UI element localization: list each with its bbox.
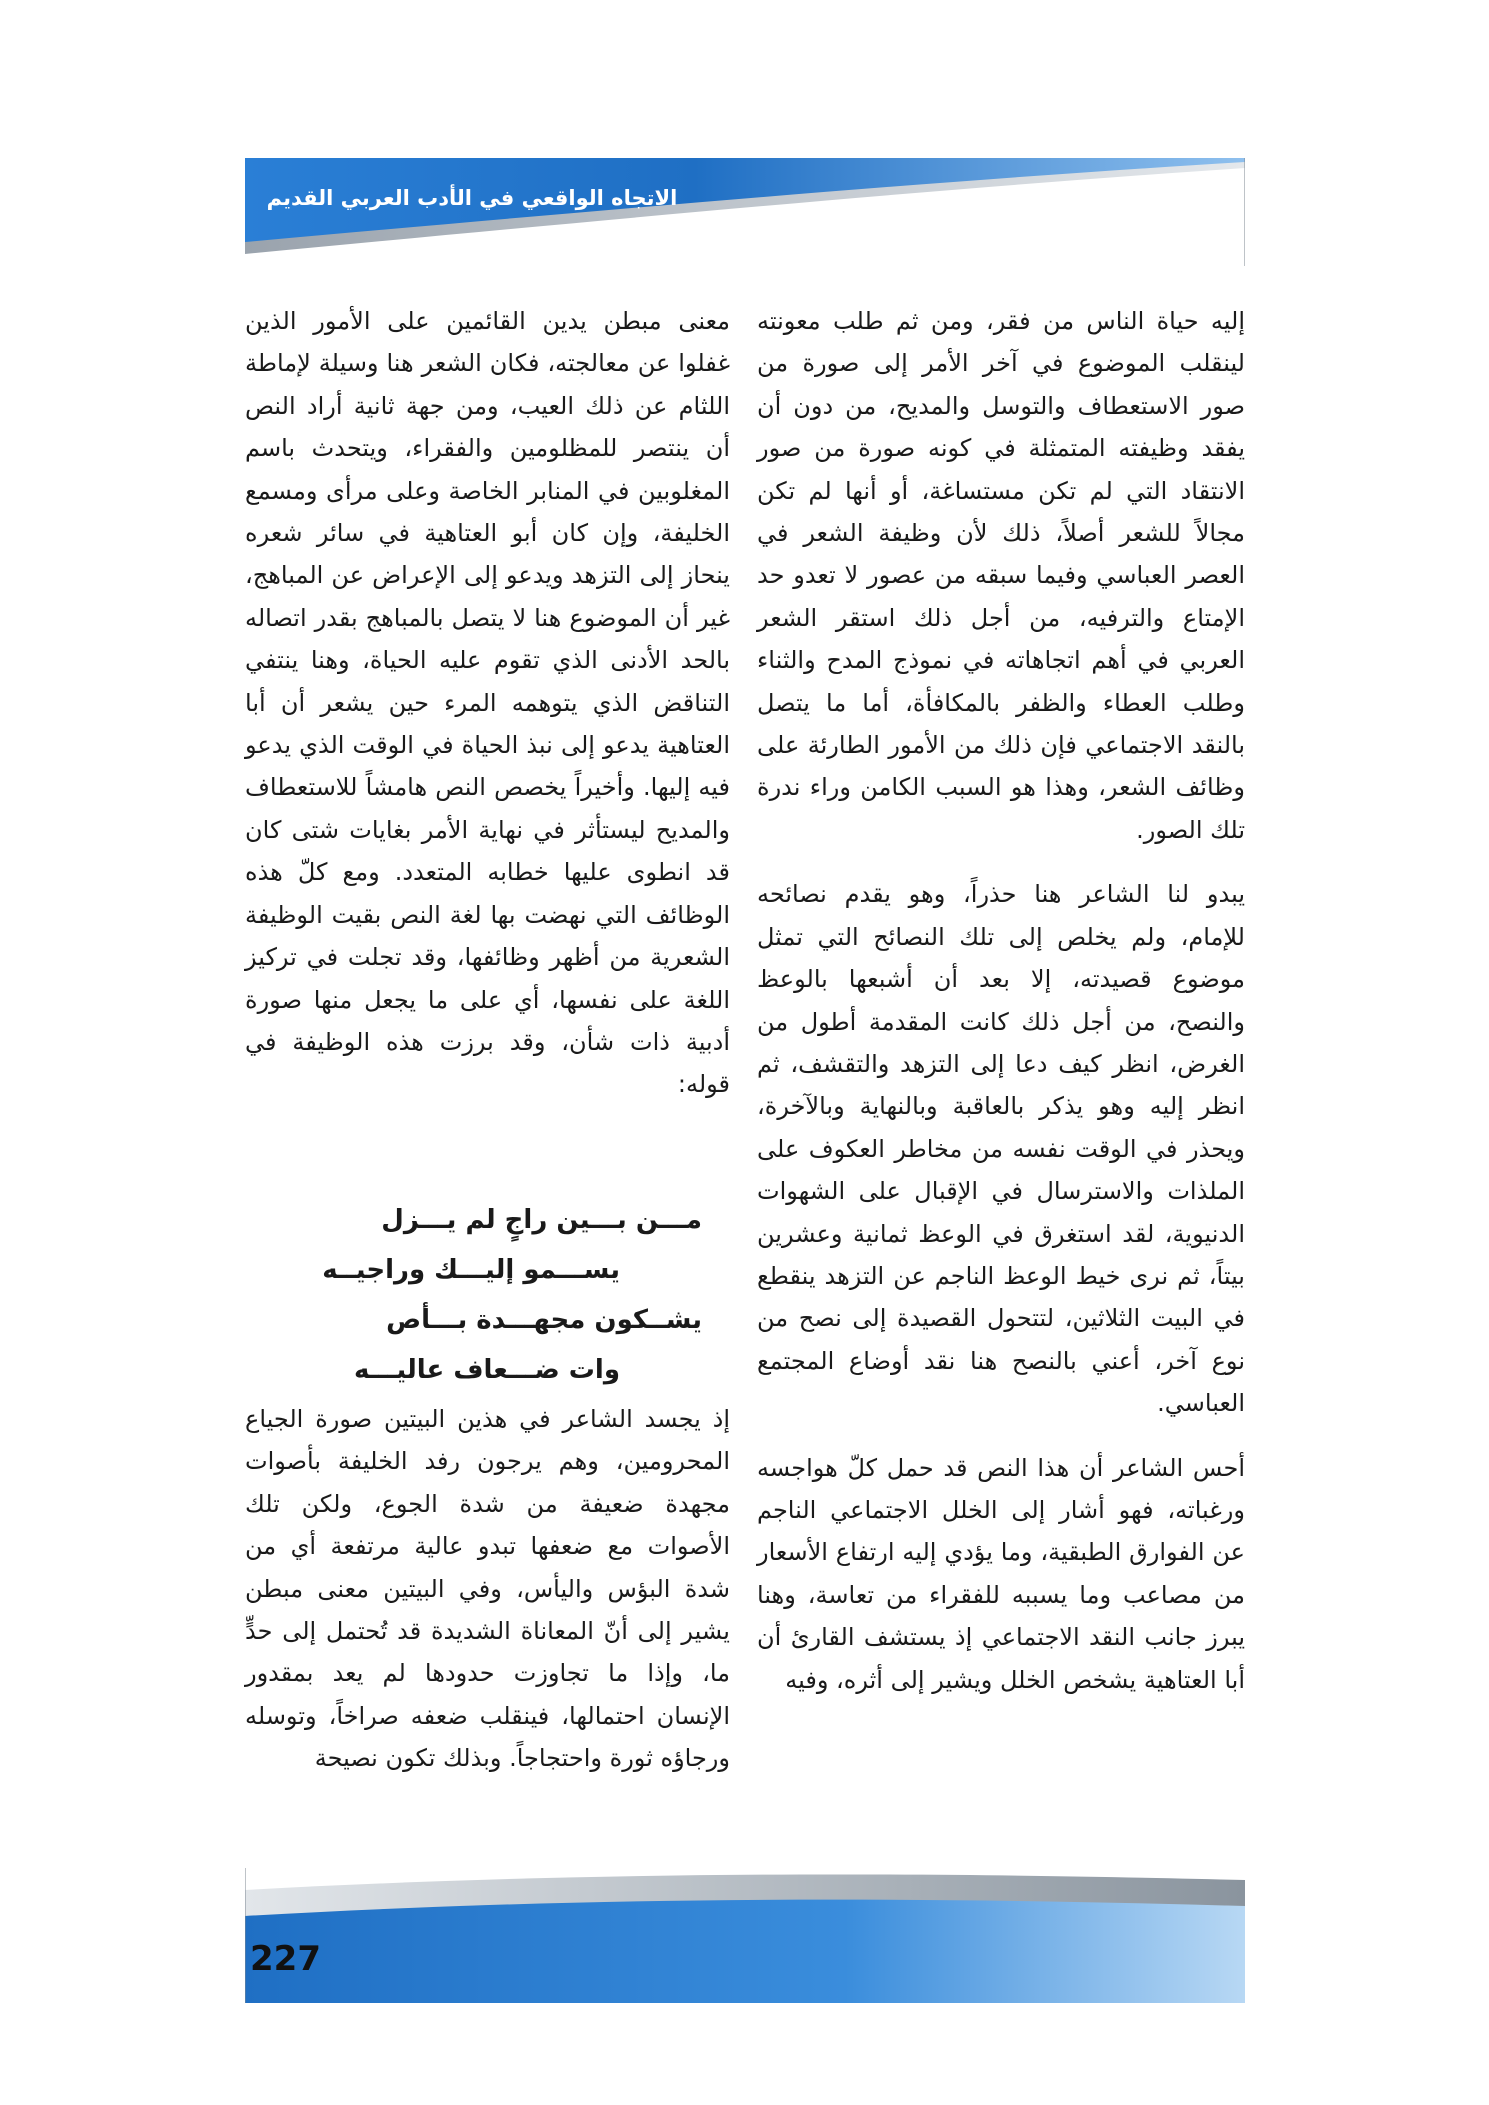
paragraph: إذ يجسد الشاعر في هذين البيتين صورة الجياع المحرومين، وهم يرجون رفد الخليفة بأصوات مجهدة ضعيفة من شدة الجوع، ولكن تلك الأصوات مع ضعفها تبدو عالية مرتفعة أي من شدة البؤس واليأس، وفي البيتين معنى مبطن يشير إلى أنّ المعاناة الشديدة قد تُحتمل إلى حدٍّ ما، وإذا ما تجاوزت حدودها لم يعد بمقدور الإنسان احتمالها، فينقلب ضعفه صراخاً، وتوسله ورجاؤه ثورة واحتجاجاً. وبذلك تكون نصيحة bbox=[245, 1405, 730, 1773]
poem-verses bbox=[245, 1195, 730, 1395]
left-column-continued bbox=[245, 1398, 730, 1780]
left-column bbox=[245, 300, 730, 1106]
paragraph: أحس الشاعر أن هذا النص قد حمل كلّ هواجسه ورغباته، فهو أشار إلى الخلل الاجتماعي الناجم عن الفوارق الطبقية، وما يؤدي إليه ارتفاع الأسعار من مصاعب وما يسببه للفقراء من تعاسة، وهنا يبرز جانب النقد الاجتماعي إذ يستشف القارئ أن أبا العتاهية يشخص الخلل ويشير إلى أثره، وفيه bbox=[757, 1453, 1245, 1694]
footer-banner bbox=[245, 1868, 1245, 2003]
header-banner bbox=[245, 158, 1245, 266]
page-number: 227 bbox=[250, 1939, 321, 1979]
paragraph: يبدو لنا الشاعر هنا حذراً، وهو يقدم نصائحه للإمام، ولم يخلص إلى تلك النصائح التي تمثل موضوع قصيدته، إلا بعد أن أشبعها بالوعظ والنصح، من أجل ذلك كانت المقدمة أطول من الغرض، انظر كيف دعا إلى التزهد والتقشف، ثم انظر إليه وهو يذكر بالعاقبة وبالنهاية وبالآخرة، ويحذر في الوقت نفسه من مخاطر العكوف على الملذات والاسترسال في الإقبال على الشهوات الدنيوية، لقد استغرق في الوعظ ثمانية وعشرين بيتاً، ثم نرى خيط الوعظ الناجم عن التزهد ينقطع في البيت الثلاثين، لتتحول القصيدة إلى نصح من نوع آخر، أعني بالنصح هنا نقد أوضاع المجتمع العباسي. bbox=[757, 880, 1245, 1418]
running-header-title: الاتجاه الواقعي في الأدب العربي القديم bbox=[266, 186, 678, 210]
verse-line: وات ضـــعاف عاليـــه bbox=[353, 1355, 620, 1385]
paragraph: معنى مبطن يدين القائمين على الأمور الذين غفلوا عن معالجته، فكان الشعر هنا وسيلة لإماطة اللثام عن ذلك العيب، ومن جهة ثانية أراد النص أن ينتصر للمظلومين والفقراء، ويتحدث باسم المغلوبين في المنابر الخاصة وعلى مرأى ومسمع الخليفة، وإن كان أبو العتاهية في سائر شعره ينحاز إلى التزهد ويدعو إلى الإعراض عن المباهج، غير أن الموضوع هنا لا يتصل بالمباهج بقدر اتصاله بالحد الأدنى الذي تقوم عليه الحياة، وهنا ينتفي التناقض الذي يتوهمه المرء حين يشعر أن أبا العتاهية يدعو إلى نبذ الحياة في الوقت الذي يدعو فيه إليها. وأخيراً يخصص النص هامشاً للاستعطاف والمديح ليستأثر في نهاية الأمر بغايات شتى كان قد انطوى عليها خطابه المتعدد. ومع كلّ هذه الوظائف التي نهضت بها لغة النص بقيت الوظيفة الشعرية من أظهر وظائفها، وقد تجلت في تركيز اللغة على نفسها، أي على ما يجعل منها صورة أدبية ذات شأن، وقد برزت هذه الوظيفة في قوله: bbox=[245, 307, 730, 1099]
verse-line: يشــكون مجهـــدة بـــأص bbox=[386, 1305, 702, 1335]
paragraph: إليه حياة الناس من فقر، ومن ثم طلب معونته لينقلب الموضوع في آخر الأمر إلى صورة من صور الاستعطاف والتوسل والمديح، من دون أن يفقد وظيفته المتمثلة في كونه صورة من صور الانتقاد التي لم تكن مستساغة، أو أنها لم تكن مجالاً للشعر أصلاً، ذلك لأن وظيفة الشعر في العصر العباسي وفيما سبقه من عصور لا تعدو حد الإمتاع والترفيه، من أجل ذلك استقر الشعر العربي في أهم اتجاهاته في نموذج المدح والثناء وطلب العطاء والظفر بالمكافأة، أما ما يتصل بالنقد الاجتماعي فإن ذلك من الأمور الطارئة على وظائف الشعر، وهذا هو السبب الكامن وراء ندرة تلك الصور. bbox=[757, 307, 1245, 844]
verse-line: يســـمو إليـــك وراجيــه bbox=[322, 1255, 620, 1285]
verse-line: مـــن بـــين راجٍ لم يـــزل bbox=[381, 1205, 702, 1235]
right-column bbox=[757, 300, 1245, 1701]
